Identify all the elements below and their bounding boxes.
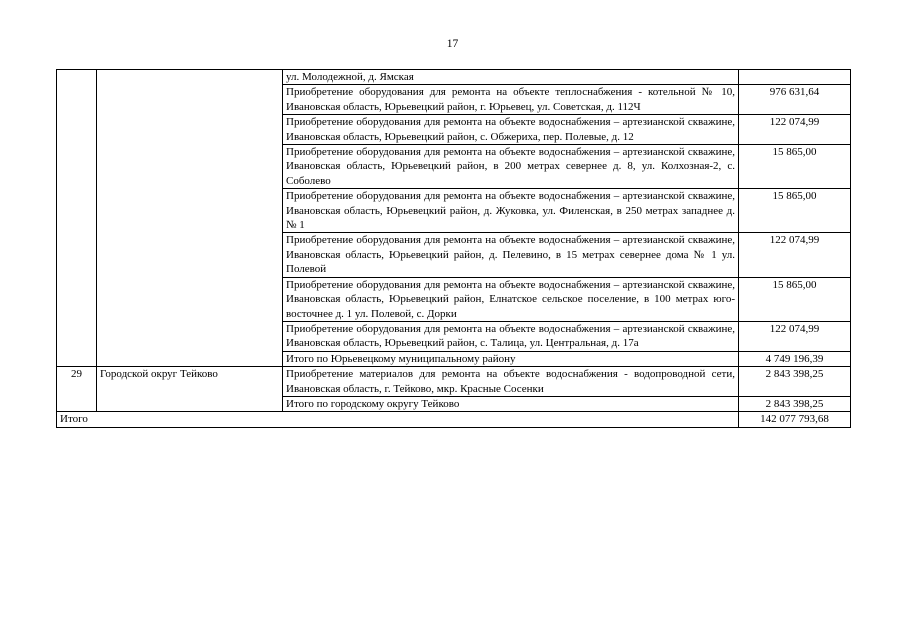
amount-cell: 15 865,00	[739, 277, 851, 321]
table-row	[57, 367, 851, 397]
amount-cell: 122 074,99	[739, 321, 851, 351]
amount-cell: 15 865,00	[739, 145, 851, 189]
subtotal-label: Итого по городскому округу Тейково	[283, 396, 739, 411]
funding-table	[56, 69, 851, 428]
subtotal-label: Итого по Юрьевецкому муниципальному району	[283, 351, 739, 366]
description-cell: Приобретение материалов для ремонта на объекте водоснабжения - водопроводной сети, Ивановская область, г. Тейково, мкр. Красные Сосенки	[283, 367, 739, 397]
amount-cell: 976 631,64	[739, 85, 851, 115]
description-cell: Приобретение оборудования для ремонта на объекте теплоснабжения - котельной № 10, Ивановская область, Юрьевецкий район, г. Юрьевец, ул. Советская, д. 112Ч	[283, 85, 739, 115]
description-cell: ул. Молодежной, д. Ямская	[283, 70, 739, 85]
description-cell: Приобретение оборудования для ремонта на объекте водоснабжения – артезианской скважине, Ивановская область, Юрьевецкий район, д. Пелевино, в 15 метрах севернее дома № 1 ул. Полевой	[283, 233, 739, 277]
amount-cell: 122 074,99	[739, 115, 851, 145]
description-cell: Приобретение оборудования для ремонта на объекте водоснабжения – артезианской скважине, Ивановская область, Юрьевецкий район, д. Жуковка, ул. Филенская, в 250 метрах западнее д. № 1	[283, 189, 739, 233]
total-amount: 142 077 793,68	[739, 412, 851, 427]
amount-cell: 122 074,99	[739, 233, 851, 277]
amount-cell: 2 843 398,25	[739, 367, 851, 397]
amount-cell	[739, 70, 851, 85]
organization-cell: Городской округ Тейково	[97, 367, 283, 412]
page-number: 17	[446, 38, 459, 50]
total-row	[57, 412, 851, 427]
table-row	[57, 70, 851, 85]
subtotal-amount: 2 843 398,25	[739, 396, 851, 411]
row-number-cell	[57, 70, 97, 367]
description-cell: Приобретение оборудования для ремонта на объекте водоснабжения – артезианской скважине, Ивановская область, Юрьевецкий район, с. Обжериха, пер. Полевые, д. 12	[283, 115, 739, 145]
organization-cell	[97, 70, 283, 367]
total-label: Итого	[57, 412, 739, 427]
description-cell: Приобретение оборудования для ремонта на объекте водоснабжения – артезианской скважине, Ивановская область, Юрьевецкий район, Елнатское сельское поселение, в 100 метрах юго-восточнее д. 1 ул. Полевой, с. Дорки	[283, 277, 739, 321]
description-cell: Приобретение оборудования для ремонта на объекте водоснабжения – артезианской скважине, Ивановская область, Юрьевецкий район, с. Талица, ул. Центральная, д. 17а	[283, 321, 739, 351]
subtotal-amount: 4 749 196,39	[739, 351, 851, 366]
description-cell: Приобретение оборудования для ремонта на объекте водоснабжения – артезианской скважине, Ивановская область, Юрьевецкий район, в 200 метрах севернее д. 8, ул. Колхозная-2, с. Соболево	[283, 145, 739, 189]
amount-cell: 15 865,00	[739, 189, 851, 233]
row-number-cell: 29	[57, 367, 97, 412]
